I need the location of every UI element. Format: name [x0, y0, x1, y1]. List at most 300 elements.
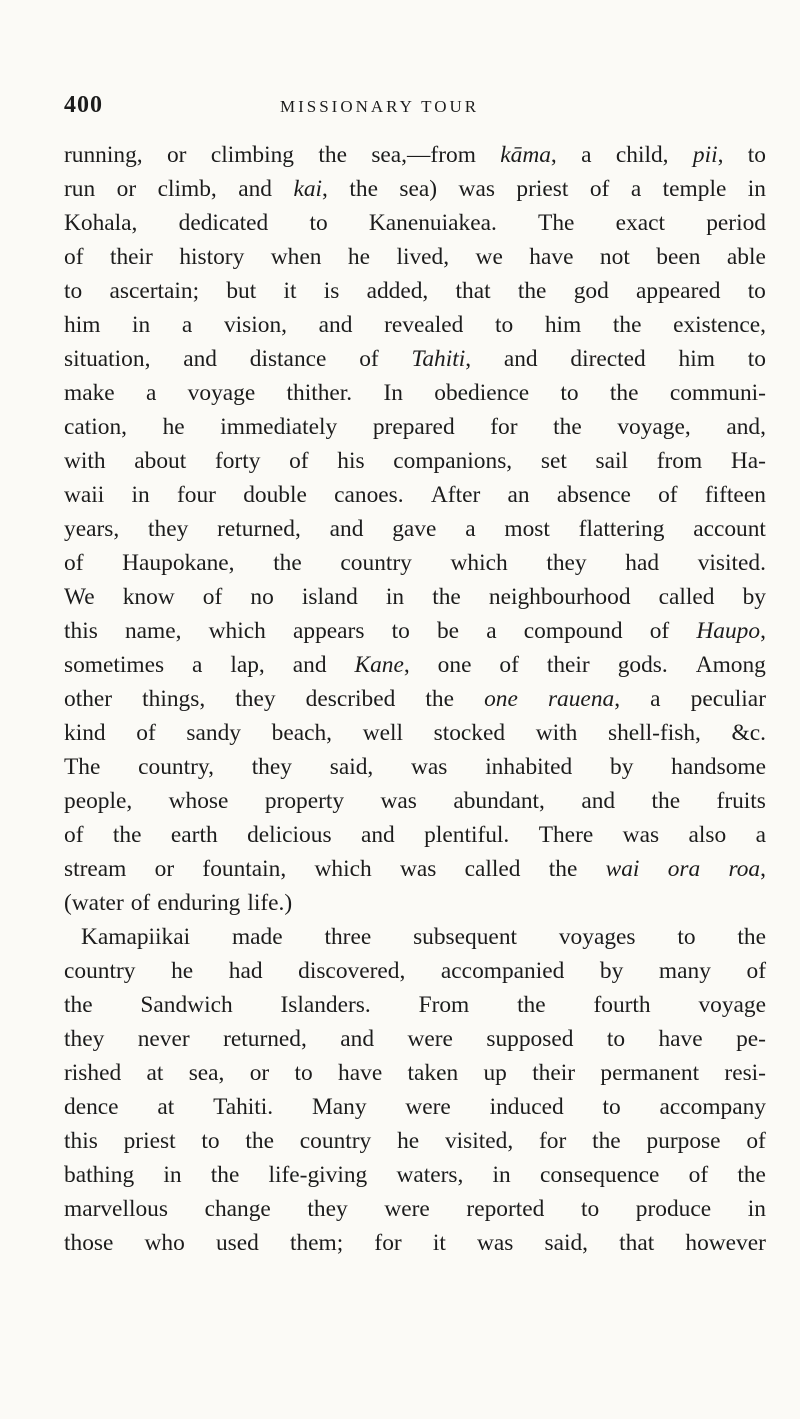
word: There	[538, 822, 594, 848]
word: was	[380, 788, 417, 814]
text-line	[64, 1192, 766, 1226]
word: to	[294, 1060, 313, 1086]
word: kind	[64, 720, 106, 746]
word: or	[249, 1060, 270, 1086]
word: gods.	[617, 652, 668, 678]
word: to	[391, 618, 410, 644]
word: companions,	[393, 448, 513, 474]
text-line	[64, 1158, 766, 1192]
word: him	[678, 346, 715, 372]
word: of	[130, 890, 151, 916]
text-line	[64, 376, 766, 410]
word: fifteen	[704, 482, 766, 508]
word: he	[162, 414, 185, 440]
word: After	[430, 482, 481, 508]
word: that	[619, 1230, 655, 1256]
word: their	[532, 1060, 576, 1086]
word: made	[231, 924, 283, 950]
word: an	[507, 482, 530, 508]
word: Islanders.	[280, 992, 371, 1018]
text-line	[64, 750, 766, 784]
word: to	[606, 1026, 626, 1052]
word: priest	[516, 176, 569, 202]
word: and	[329, 516, 364, 542]
word: exact	[615, 210, 665, 236]
word: climb,	[157, 176, 217, 202]
text-line	[64, 1022, 766, 1056]
word: in	[132, 312, 151, 338]
word: were	[407, 1026, 453, 1052]
word: the	[553, 414, 582, 440]
word: accompanied	[440, 958, 565, 984]
word: reported	[466, 1196, 545, 1222]
word: gave	[392, 516, 437, 542]
word: in	[131, 482, 150, 508]
word: fruits	[716, 788, 766, 814]
word: situation,	[64, 346, 151, 372]
word: country	[299, 1128, 372, 1154]
word: his	[337, 448, 365, 474]
word: or	[166, 142, 187, 168]
word: kai,	[293, 176, 328, 202]
word: country	[64, 958, 136, 984]
word: for	[490, 414, 518, 440]
word: their	[109, 244, 153, 270]
word: life-giving	[268, 1162, 368, 1188]
word: visited.	[697, 550, 766, 576]
word: handsome	[671, 754, 766, 780]
word: permanent	[600, 1060, 700, 1086]
word: inhabited	[485, 754, 573, 780]
word: with	[535, 720, 578, 746]
word: pii,	[692, 142, 724, 168]
text-line	[64, 342, 766, 376]
word: and	[581, 788, 616, 814]
word: taken	[407, 1060, 459, 1086]
word: &c.	[731, 720, 766, 746]
word: dence	[64, 1094, 119, 1120]
word: distance	[249, 346, 327, 372]
word: three	[324, 924, 372, 950]
text-line	[64, 274, 766, 308]
word: set	[540, 448, 567, 474]
word: the	[245, 1128, 274, 1154]
word: to	[560, 380, 579, 406]
word: and	[318, 312, 353, 338]
word: returned,	[223, 1026, 307, 1052]
word: child,	[615, 142, 669, 168]
word: was	[399, 856, 437, 882]
text-line	[64, 988, 766, 1022]
word: their	[546, 652, 590, 678]
text-line	[64, 546, 766, 580]
word: up	[483, 1060, 507, 1086]
word: communi-	[669, 380, 766, 406]
word: were	[384, 1196, 430, 1222]
word: in	[747, 1196, 766, 1222]
word: absence	[556, 482, 631, 508]
word: fourth	[593, 992, 651, 1018]
word: they	[148, 516, 189, 542]
word: most	[504, 516, 550, 542]
word: have	[338, 1060, 383, 1086]
word: was	[458, 176, 495, 202]
word: they	[307, 1196, 348, 1222]
word: cation,	[64, 414, 127, 440]
word: plentiful.	[424, 822, 510, 848]
word: fountain,	[202, 856, 287, 882]
word: the	[612, 312, 642, 338]
word: well	[362, 720, 403, 746]
word: they	[64, 1026, 105, 1052]
word: no	[250, 584, 274, 610]
word: the	[318, 142, 347, 168]
word: dedicated	[178, 210, 269, 236]
word: stream	[64, 856, 127, 882]
word: and	[360, 822, 395, 848]
word: vision,	[223, 312, 287, 338]
word: enduring	[157, 890, 241, 916]
word: directed	[570, 346, 646, 372]
word: with	[64, 448, 106, 474]
word: a	[192, 652, 203, 678]
word: of	[589, 176, 610, 202]
word: them;	[289, 1230, 344, 1256]
word: and,	[726, 414, 766, 440]
text-line	[64, 682, 766, 716]
word: never	[137, 1026, 190, 1052]
word: to	[747, 346, 766, 372]
word: accompany	[659, 1094, 766, 1120]
word: forty	[214, 448, 261, 474]
word: a	[465, 516, 476, 542]
word: god	[573, 278, 609, 304]
text-line	[64, 308, 766, 342]
word: be	[436, 618, 460, 644]
word: Kane,	[354, 652, 410, 678]
word: (water	[64, 890, 124, 916]
word: voyages	[558, 924, 636, 950]
word: sea)	[399, 176, 438, 202]
word: period	[706, 210, 766, 236]
word: subsequent	[413, 924, 518, 950]
word: Ha-	[730, 448, 766, 474]
word: not	[599, 244, 630, 270]
word: of	[64, 822, 84, 848]
word: Sandwich	[140, 992, 233, 1018]
word: added,	[366, 278, 429, 304]
word: Many	[311, 1094, 367, 1120]
word: running,	[64, 142, 143, 168]
text-line	[64, 1226, 766, 1260]
word: climbing	[210, 142, 295, 168]
word: the	[64, 992, 93, 1018]
word: a	[755, 822, 766, 848]
word: kāma,	[500, 142, 557, 168]
page-number: 400	[64, 92, 103, 118]
word: Haupo,	[696, 618, 766, 644]
text-line	[64, 614, 766, 648]
word: From	[418, 992, 470, 1018]
word: purpose	[646, 1128, 721, 1154]
word: consequence	[539, 1162, 660, 1188]
word: one	[484, 686, 518, 712]
word: to	[747, 142, 766, 168]
word: Tahiti,	[411, 346, 472, 372]
word: the	[432, 584, 461, 610]
word: a	[486, 618, 497, 644]
word: but	[226, 278, 257, 304]
word: at	[146, 1060, 164, 1086]
text-line	[64, 818, 766, 852]
word: Kohala,	[64, 210, 138, 236]
word: make	[64, 380, 115, 406]
word: years,	[64, 516, 120, 542]
word: when	[270, 244, 322, 270]
word: the	[548, 856, 578, 882]
word: said,	[329, 754, 374, 780]
word: the	[592, 1128, 621, 1154]
word: able	[726, 244, 766, 270]
word: had	[625, 550, 660, 576]
word: wai	[605, 856, 640, 882]
word: delicious	[247, 822, 332, 848]
word: rished	[64, 1060, 122, 1086]
word: to	[201, 1128, 220, 1154]
word: lap,	[230, 652, 265, 678]
word: a	[145, 380, 157, 406]
word: he	[347, 244, 370, 270]
word: of	[202, 584, 223, 610]
word: is	[323, 278, 340, 304]
word: temple	[662, 176, 727, 202]
word: of	[64, 244, 84, 270]
word: peculiar	[690, 686, 766, 712]
word: In	[383, 380, 403, 406]
word: in	[385, 584, 405, 610]
word: supposed	[486, 1026, 574, 1052]
word: was	[622, 822, 660, 848]
word: at	[157, 1094, 175, 1120]
word: prepared	[372, 414, 455, 440]
word: to	[494, 312, 514, 338]
word: beach,	[271, 720, 333, 746]
word: that	[455, 278, 491, 304]
word: things,	[142, 686, 206, 712]
word: property	[264, 788, 345, 814]
word: a	[581, 142, 592, 168]
word: the	[651, 788, 681, 814]
text-line	[64, 512, 766, 546]
word: appeared	[636, 278, 721, 304]
text-line	[64, 920, 766, 954]
word: canoes.	[334, 482, 404, 508]
word: sail	[595, 448, 628, 474]
word: and	[238, 176, 272, 202]
word: we	[475, 244, 503, 270]
word: by	[599, 958, 624, 984]
text-line	[64, 172, 766, 206]
word: priest	[123, 1128, 176, 1154]
word: they	[546, 550, 587, 576]
word: The	[64, 754, 101, 780]
word: of	[359, 346, 379, 372]
word: or	[154, 856, 175, 882]
word: the	[273, 550, 302, 576]
word: neighbourhood	[488, 584, 631, 610]
word: double	[243, 482, 307, 508]
word: have	[658, 1026, 703, 1052]
word: or	[116, 176, 137, 202]
word: existence,	[673, 312, 766, 338]
word: appears	[293, 618, 365, 644]
text-line	[64, 478, 766, 512]
word: also	[688, 822, 727, 848]
word: him	[64, 312, 101, 338]
word: voyage	[187, 380, 256, 406]
word: from	[656, 448, 703, 474]
text-line	[64, 648, 766, 682]
word: of	[746, 958, 766, 984]
word: bathing	[64, 1162, 135, 1188]
word: of	[64, 550, 84, 576]
word: the	[112, 822, 142, 848]
word: for	[539, 1128, 567, 1154]
word: country,	[138, 754, 214, 780]
word: the	[425, 686, 454, 712]
word: shell-fish,	[607, 720, 701, 746]
word: and	[503, 346, 538, 372]
word: which	[450, 550, 508, 576]
body-text	[64, 138, 766, 1260]
word: about	[134, 448, 187, 474]
word: to	[64, 278, 83, 304]
word: which	[208, 618, 266, 644]
word: of	[136, 720, 156, 746]
word: the	[609, 380, 639, 406]
word: sea,	[188, 1060, 225, 1086]
word: of	[688, 1162, 709, 1188]
word: it	[283, 278, 297, 304]
word: returned,	[217, 516, 301, 542]
word: name,	[124, 618, 182, 644]
word: he	[397, 1128, 420, 1154]
word: voyage	[698, 992, 766, 1018]
word: four	[176, 482, 216, 508]
text-line	[64, 1124, 766, 1158]
word: marvellous	[64, 1196, 168, 1222]
word: people,	[64, 788, 133, 814]
word: who	[144, 1230, 185, 1256]
word: in	[747, 176, 766, 202]
word: life.)	[247, 890, 293, 916]
word: sometimes	[64, 652, 165, 678]
word: flattering	[578, 516, 665, 542]
word: sandy	[186, 720, 241, 746]
word: earth	[170, 822, 218, 848]
word: they	[235, 686, 276, 712]
word: was	[411, 754, 448, 780]
word: one	[437, 652, 472, 678]
word: been	[656, 244, 701, 270]
word: it	[432, 1230, 446, 1256]
text-line	[64, 954, 766, 988]
word: the	[737, 1162, 766, 1188]
word: visited,	[444, 1128, 514, 1154]
word: the	[210, 1162, 240, 1188]
text-line	[64, 410, 766, 444]
word: resi-	[724, 1060, 766, 1086]
word: and	[183, 346, 217, 372]
word: to	[677, 924, 696, 950]
word: Tahiti.	[213, 1094, 274, 1120]
word: this	[64, 618, 98, 644]
word: produce	[635, 1196, 712, 1222]
word: the	[737, 924, 766, 950]
word: revealed	[384, 312, 464, 338]
word: waii	[64, 482, 105, 508]
word: pe-	[736, 1026, 766, 1052]
word: Haupokane,	[122, 550, 235, 576]
word: and	[340, 1026, 375, 1052]
word: run	[64, 176, 96, 202]
word: in	[163, 1162, 182, 1188]
word: stocked	[433, 720, 506, 746]
word: of	[649, 618, 670, 644]
word: other	[64, 686, 113, 712]
word: Among	[695, 652, 766, 678]
word: know	[122, 584, 175, 610]
text-line	[64, 444, 766, 478]
word: was	[476, 1230, 514, 1256]
word: by	[610, 754, 634, 780]
text-line	[64, 852, 766, 886]
word: have	[529, 244, 574, 270]
word: to	[580, 1196, 600, 1222]
word: whose	[168, 788, 229, 814]
word: account	[693, 516, 766, 542]
running-title: MISSIONARY TOUR	[280, 97, 480, 116]
text-line	[64, 580, 766, 614]
word: of	[499, 652, 519, 678]
word: rauena,	[547, 686, 621, 712]
word: however	[685, 1230, 766, 1256]
word: said,	[544, 1230, 589, 1256]
word: lived,	[396, 244, 450, 270]
word: The	[538, 210, 575, 236]
word: he	[171, 958, 194, 984]
word: of	[658, 482, 678, 508]
word: induced	[489, 1094, 564, 1120]
word: discovered,	[298, 958, 406, 984]
word: those	[64, 1230, 114, 1256]
word: voyage,	[617, 414, 691, 440]
word: sea,—from	[371, 142, 476, 168]
word: history	[179, 244, 245, 270]
word: the	[517, 992, 546, 1018]
word: by	[742, 584, 766, 610]
word: had	[228, 958, 263, 984]
word: called	[464, 856, 521, 882]
text-line	[64, 206, 766, 240]
text-line	[64, 886, 766, 920]
word: and	[292, 652, 327, 678]
word: compound	[523, 618, 623, 644]
word: abundant,	[453, 788, 545, 814]
word: called	[658, 584, 715, 610]
word: described	[305, 686, 396, 712]
word: this	[64, 1128, 98, 1154]
